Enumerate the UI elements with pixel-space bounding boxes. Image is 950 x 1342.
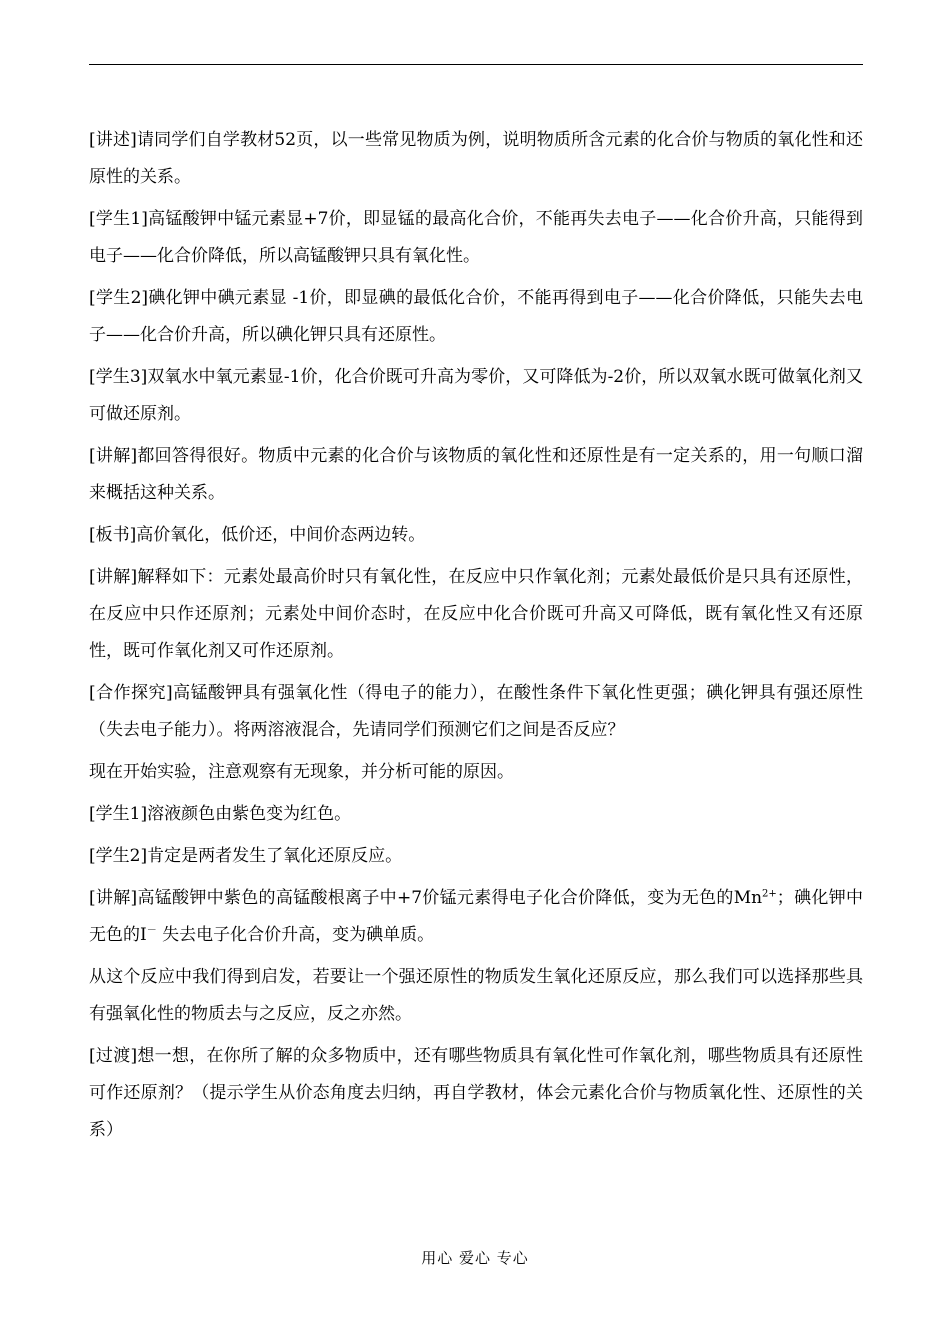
paragraph-jiangjie-2: [讲解]解释如下：元素处最高价时只有氧化性，在反应中只作氧化剂；元素处最低价是只具有还原性，在反应中只作还原剂；元素处中间价态时，在反应中化合价既可升高又可降低，既有氧化性又有还原性，既可作氧化剂又可作还原剂。 (89, 567, 863, 661)
header-rule (89, 64, 863, 65)
explain-mn-after: ；碘化钾中无色的I (89, 888, 863, 945)
iodide-charge-superscript: － (146, 925, 157, 937)
document-body (89, 122, 863, 1154)
paragraph-jiangshu: [讲述]请同学们自学教材52页，以一些常见物质为例，说明物质所含元素的化合价与物质的氧化性和还原性的关系。 (89, 130, 863, 187)
paragraph-experiment: 现在开始实验，注意观察有无现象，并分析可能的原因。 (89, 762, 514, 782)
page-footer: 用心 爱心 专心 (421, 1249, 529, 1267)
paragraph-jiangjie-1: [讲解]都回答得很好。物质中元素的化合价与该物质的氧化性和还原性是有一定关系的，用一句顺口溜来概括这种关系。 (89, 446, 863, 503)
paragraph-student2-react: [学生2]肯定是两者发生了氧化还原反应。 (89, 846, 403, 866)
paragraph-guodu: [过渡]想一想，在你所了解的众多物质中，还有哪些物质具有氧化性可作氧化剂，哪些物质具有还原性可作还原剂？（提示学生从价态角度去归纳，再自学教材，体会元素化合价与物质氧化性、还原性的关系） (89, 1046, 863, 1140)
paragraph-student1-observe: [学生1]溶液颜色由紫色变为红色。 (89, 804, 352, 824)
paragraph-student3: [学生3]双氧水中氧元素显-1价，化合价既可升高为零价，又可降低为-2价，所以双氧水既可做氧化剂又可做还原剂。 (89, 367, 863, 424)
paragraph-hezuo: [合作探究]高锰酸钾具有强氧化性（得电子的能力），在酸性条件下氧化性更强；碘化钾具有强还原性（失去电子能力）。将两溶液混合，先请同学们预测它们之间是否反应？ (89, 683, 863, 740)
paragraph-inspiration: 从这个反应中我们得到启发，若要让一个强还原性的物质发生氧化还原反应，那么我们可以选择那些具有强氧化性的物质去与之反应，反之亦然。 (89, 967, 863, 1024)
paragraph-banshu: [板书]高价氧化，低价还，中间价态两边转。 (89, 525, 426, 545)
mn-charge-superscript: 2+ (762, 888, 777, 900)
paragraph-jiangjie-3 (89, 880, 863, 954)
explain-mn-tail: 失去电子化合价升高，变为碘单质。 (156, 925, 435, 945)
paragraph-student1: [学生1]高锰酸钾中锰元素显+7价，即显锰的最高化合价，不能再失去电子——化合价升高，只能得到电子——化合价降低，所以高锰酸钾只具有氧化性。 (89, 209, 863, 266)
explain-mn-before: [讲解]高锰酸钾中紫色的高锰酸根离子中+7价锰元素得电子化合价降低，变为无色的Mn (89, 888, 763, 908)
paragraph-student2: [学生2]碘化钾中碘元素显 -1价，即显碘的最低化合价，不能再得到电子——化合价降低，只能失去电子——化合价升高，所以碘化钾只具有还原性。 (89, 288, 863, 345)
